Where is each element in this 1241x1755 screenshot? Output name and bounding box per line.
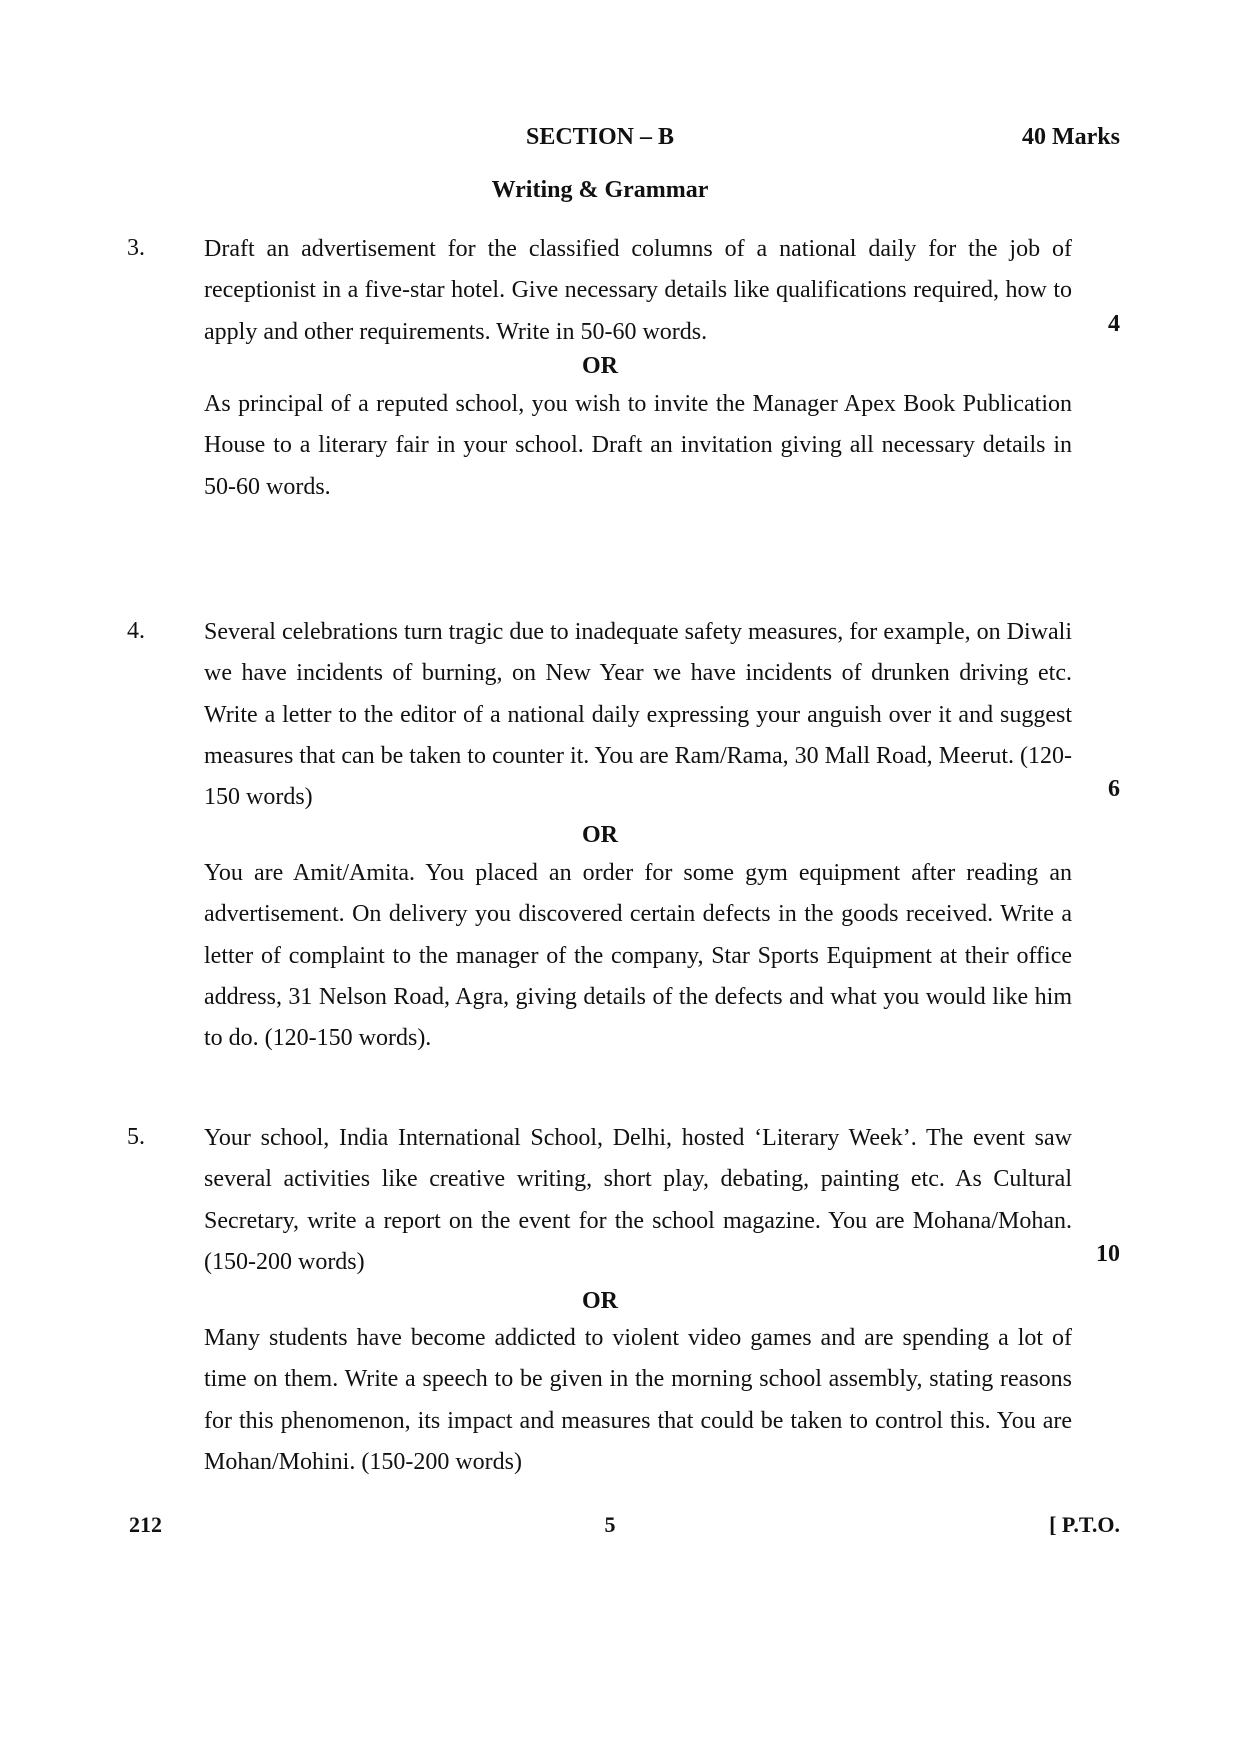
question-text: Draft an advertisement for the classified columns of a national daily for the job of receptionist in a five-star hotel. Give necessary details like qualifications required, how to apply and other requirements. Write in 50-60 words.: [204, 236, 1072, 345]
alternative-question-text: As principal of a reputed school, you wish to invite the Manager Apex Book Publication House to a literary fair in your school. Draft an invitation giving all necessary details in 50-60 words.: [204, 391, 1072, 500]
question-number: 4.: [127, 618, 145, 644]
question-marks: 6: [1108, 776, 1120, 802]
section-subtitle: Writing & Grammar: [491, 177, 709, 203]
question-number: 3.: [127, 235, 145, 261]
section-marks: 40 Marks: [1022, 124, 1120, 150]
or-label: OR: [582, 822, 618, 848]
section-title: SECTION – B: [525, 124, 675, 150]
question-marks: 10: [1096, 1241, 1120, 1267]
or-label: OR: [582, 353, 618, 379]
paper-code: 212: [129, 1512, 162, 1537]
question-marks: 4: [1108, 311, 1120, 337]
question-text: Several celebrations turn tragic due to inadequate safety measures, for example, on Diwali we have incidents of burning, on New Year we have incidents of drunken driving etc. Write a letter to the editor of a national daily expressing your anguish over it and suggest measures that can be taken to counter it. You are Ram/Rama, 30 Mall Road, Meerut. (120-150 words): [204, 619, 1072, 811]
page-number: 5: [604, 1512, 616, 1537]
alternative-question-text: Many students have become addicted to violent video games and are spending a lot of time on them. Write a speech to be given in the morning school assembly, stating reasons for this phenomenon, its impact and measures that could be taken to control this. You are Mohan/Mohini. (150-200 words): [204, 1325, 1072, 1475]
question-text: Your school, India International School, Delhi, hosted ‘Literary Week’. The event saw several activities like creative writing, short play, debating, painting etc. As Cultural Secretary, write a report on the event for the school magazine. You are Mohana/Mohan. (150-200 words): [204, 1125, 1072, 1275]
alternative-question-text: You are Amit/Amita. You placed an order for some gym equipment after reading an advertisement. On delivery you discovered certain defects in the goods received. Write a letter of complaint to the manager of the company, Star Sports Equipment at their office address, 31 Nelson Road, Agra, giving details of the defects and what you would like him to do. (120-150 words).: [204, 860, 1072, 1052]
question-number: 5.: [127, 1124, 145, 1150]
pto-label: [ P.T.O.: [1049, 1512, 1120, 1537]
or-label: OR: [582, 1288, 618, 1314]
